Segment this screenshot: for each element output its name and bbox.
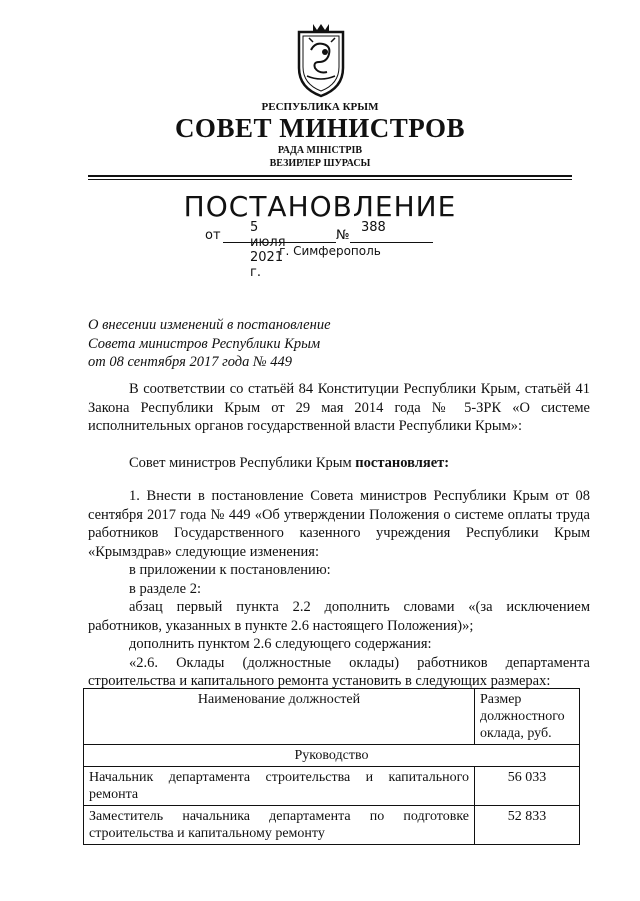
resolves-paragraph xyxy=(88,454,590,473)
amendment-item: в разделе 2: xyxy=(129,580,202,597)
resolves-verb: постановляет: xyxy=(355,455,450,471)
column-header-salary: Размер должностного оклада, руб. xyxy=(475,689,580,745)
amendment-item: дополнить пунктом 2.6 следующего содержания: xyxy=(129,636,432,652)
position-cell: Заместитель начальника департамента по подготовке строительства и капитальному ремонту xyxy=(84,806,475,845)
from-label: от xyxy=(205,228,221,243)
council-name-crimean-tatar: ВЕЗИРЛЕР ШУРАСЫ xyxy=(269,158,371,169)
amendments-list xyxy=(88,561,590,691)
city: г. Симферополь xyxy=(279,244,381,258)
decree-heading: ПОСТАНОВЛЕНИЕ xyxy=(183,190,457,223)
preamble-paragraph xyxy=(88,380,590,436)
number-underline xyxy=(350,242,433,243)
clause-1-text: 1. Внести в постановление Совета министров Республики Крым от 08 сентября 2017 года № 449 «Об утверждении Положения о системе оплаты труда работников Государственного казенного учреждения Республики Крым «Крымздрав» следующие изменения: xyxy=(88,488,590,560)
column-header-position: Наименование должностей xyxy=(84,689,475,745)
decree-number: 388 xyxy=(361,220,386,235)
amendment-item: абзац первый пункта 2.2 дополнить словами «(за исключением работников, указанных в пункте 2.6 настоящего Положения)»; xyxy=(88,599,590,634)
title-line: О внесении изменений в постановление xyxy=(88,317,331,333)
council-name: СОВЕТ МИНИСТРОВ xyxy=(174,113,466,143)
council-name-ukrainian: РАДА МІНІСТРІВ xyxy=(277,145,363,156)
clause-1-paragraph xyxy=(88,487,590,561)
header-rule-thin xyxy=(88,179,572,180)
crimea-coat-of-arms-icon xyxy=(293,22,349,100)
position-cell: Начальник департамента строительства и капитального ремонта xyxy=(84,767,475,806)
number-label: № xyxy=(336,228,350,243)
amendment-item: «2.6. Оклады (должностные оклады) работников департамента строительства и капитального ремонта установить в следующих размерах: xyxy=(88,654,590,689)
salary-table xyxy=(83,688,580,845)
header-rule-thick xyxy=(88,175,572,177)
decree-date: 5 июля 2021 г. xyxy=(250,220,286,280)
preamble-text: В соответствии со статьёй 84 Конституции Республики Крым, статьёй 41 Закона Республики Крым от 29 мая 2014 года № 5-ЗРК «О системе исполнительных органов государственной власти Республики Крым»: xyxy=(88,381,590,434)
title-line: от 08 сентября 2017 года № 449 xyxy=(88,354,293,370)
title-line: Совета министров Республики Крым xyxy=(88,335,321,352)
republic-name: РЕСПУБЛИКА КРЫМ xyxy=(261,101,379,113)
amendment-item: в приложении к постановлению: xyxy=(129,562,331,578)
resolves-text xyxy=(88,454,590,473)
resolves-subject: Совет министров Республики Крым xyxy=(129,455,356,471)
table-row xyxy=(84,806,580,845)
table-header-row xyxy=(84,689,580,745)
salary-cell: 52 833 xyxy=(475,806,580,845)
table-section-row xyxy=(84,745,580,767)
decree-title xyxy=(88,316,331,372)
section-label: Руководство xyxy=(84,745,580,767)
table-row xyxy=(84,767,580,806)
salary-cell: 56 033 xyxy=(475,767,580,806)
